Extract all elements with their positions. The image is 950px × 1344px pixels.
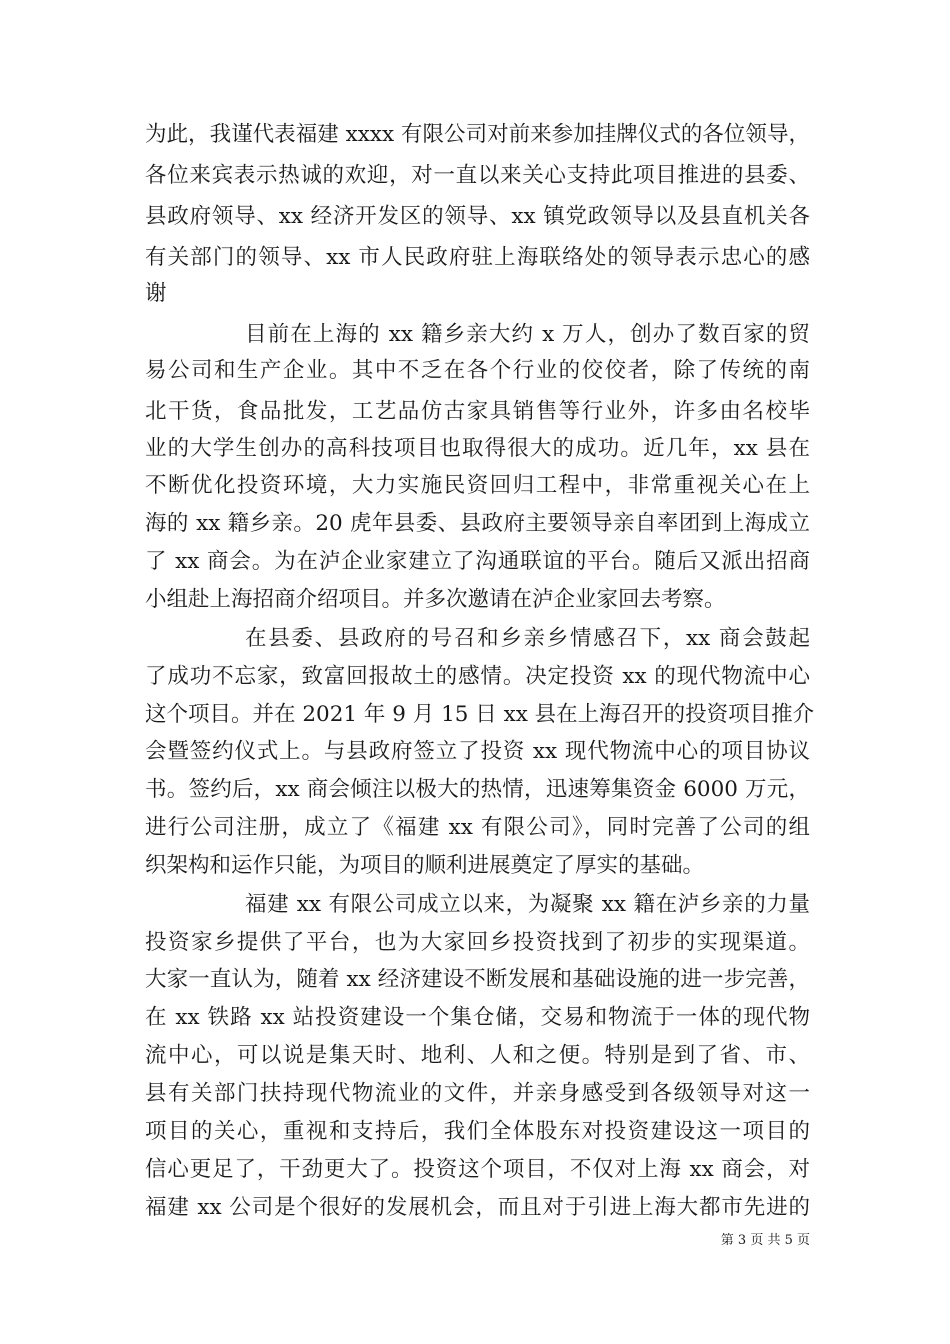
text-line: 织架构和运作只能，为项目的顺利进展奠定了厚实的基础。 (145, 853, 705, 878)
text-line: 大家一直认为，随着 xx 经济建设不断发展和基础设施的进一步完善， (145, 967, 810, 992)
text-line: 县政府领导、xx 经济开发区的领导、xx 镇党政领导以及县直机关各 (145, 204, 810, 229)
text-line: 在 xx 铁路 xx 站投资建设一个集仓储，交易和物流于一体的现代物 (145, 1005, 810, 1030)
text-line: 书。签约后，xx 商会倾注以极大的热情，迅速筹集资金 6000 万元， (145, 777, 810, 802)
text-line: 易公司和生产企业。其中不乏在各个行业的佼佼者，除了传统的南 (145, 358, 810, 383)
text-line: 了成功不忘家，致富回报故土的感情。决定投资 xx 的现代物流中心 (145, 664, 810, 689)
text-line: 进行公司注册，成立了《福建 xx 有限公司》，同时完善了公司的组 (145, 815, 810, 840)
text-line: 谢 (145, 281, 167, 306)
text-line: 小组赴上海招商介绍项目。并多次邀请在泸企业家回去考察。 (145, 587, 726, 612)
text-line: 北干货，食品批发，工艺品仿古家具销售等行业外，许多由名校毕 (145, 399, 810, 424)
text-line: 为此，我谨代表福建 xxxx 有限公司对前来参加挂牌仪式的各位领导， (145, 122, 810, 147)
text-line: 目前在上海的 xx 籍乡亲大约 x 万人，创办了数百家的贸 (245, 322, 810, 347)
text-line: 福建 xx 公司是个很好的发展机会，而且对于引进上海大都市先进的 (145, 1195, 810, 1220)
text-line: 县有关部门扶持现代物流业的文件，并亲身感受到各级领导对这一 (145, 1081, 810, 1106)
text-line: 海的 xx 籍乡亲。20 虎年县委、县政府主要领导亲自率团到上海成立 (145, 511, 810, 536)
text-line: 不断优化投资环境，大力实施民资回归工程中，非常重视关心在上 (145, 473, 810, 498)
text-line: 项目的关心，重视和支持后，我们全体股东对投资建设这一项目的 (145, 1119, 810, 1144)
page-number: 第 3 页 共 5 页 (720, 1233, 810, 1248)
text-line: 在县委、县政府的号召和乡亲乡情感召下，xx 商会鼓起 (245, 626, 810, 651)
text-line: 了 xx 商会。为在泸企业家建立了沟通联谊的平台。随后又派出招商 (145, 549, 810, 574)
text-line: 投资家乡提供了平台，也为大家回乡投资找到了初步的实现渠道。 (145, 930, 810, 955)
text-line: 信心更足了，干劲更大了。投资这个项目，不仅对上海 xx 商会，对 (145, 1157, 810, 1182)
text-line: 福建 xx 有限公司成立以来，为凝聚 xx 籍在泸乡亲的力量 (245, 892, 810, 917)
text-line: 会暨签约仪式上。与县政府签立了投资 xx 现代物流中心的项目协议 (145, 739, 810, 764)
text-line: 各位来宾表示热诚的欢迎，对一直以来关心支持此项目推进的县委、 (145, 163, 810, 188)
text-line: 流中心，可以说是集天时、地利、人和之便。特别是到了省、市、 (145, 1043, 810, 1068)
text-line: 业的大学生创办的高科技项目也取得很大的成功。近几年，xx 县在 (145, 436, 810, 461)
text-line: 有关部门的领导、xx 市人民政府驻上海联络处的领导表示忠心的感 (145, 245, 810, 270)
text-line: 这个项目。并在 2021 年 9 月 15 日 xx 县在上海召开的投资项目推介 (145, 702, 815, 727)
